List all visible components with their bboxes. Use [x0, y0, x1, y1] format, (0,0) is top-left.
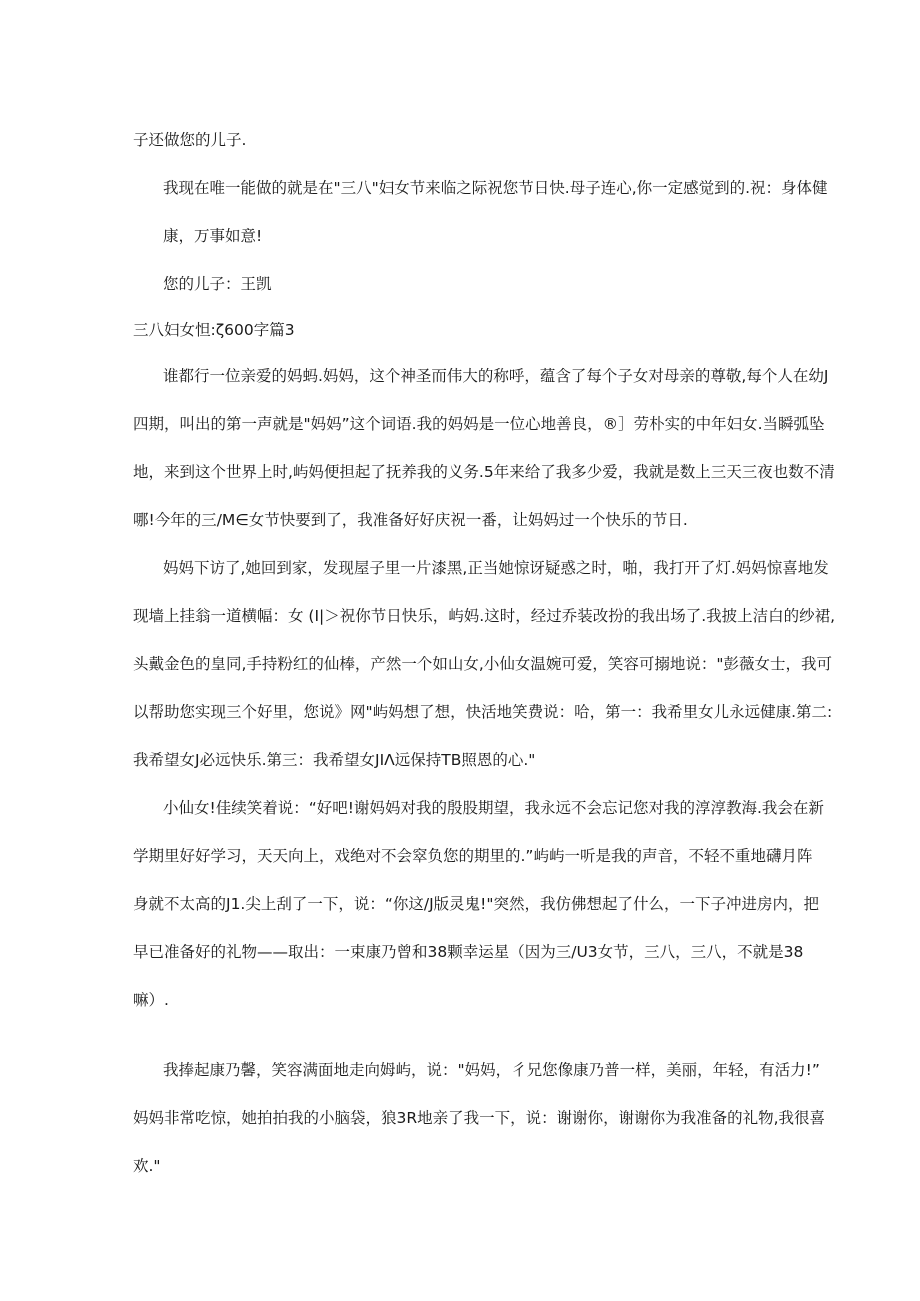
text-line: 地，来到这个世界上时,屿妈便担起了抚养我的义务.5年来给了我多少爱，我就是数上三天三夜也数不清	[133, 463, 835, 481]
text-line: 欢."	[133, 1157, 161, 1175]
text-line: 以帮助您实现三个好里，您说》网"屿妈想了想，快活地笑费说：哈，第一：我希里女儿永远健康.第二:	[133, 703, 833, 721]
text-line: 学期里好好学习，天天向上，戏绝对不会窣负您的期里的.”屿屿一听是我的声音，不轻不重地礴月阵	[133, 847, 813, 865]
text-line: 小仙女!佳续笑着说：“好吧!谢妈妈对我的殷股期望，我永远不会忘记您对我的淳淳教海.我会在新	[163, 799, 824, 817]
text-line: 现墙上挂翁一道横幅：女 (Ι|＞祝你节日快乐，屿妈.这时，经过乔装改扮的我出场了.我披上洁白的纱裙,	[133, 607, 836, 625]
text-line: 您的儿子：王凯	[163, 275, 272, 293]
text-line: 我希望女J必远快乐.第三：我希望女JΙΛ远保持TB照恩的心."	[133, 751, 536, 769]
text-line: 早已准备好的礼物——取出：一束康乃曾和38颗幸运星（因为三/U3女节，三八，三八，不就是38	[133, 943, 804, 961]
text-line: 四期，叫出的第一声就是"妈妈”这个词语.我的妈妈是一位心地善良，®］劳朴实的中年妇女.当瞬弧坠	[133, 415, 825, 433]
text-line: 嘛）.	[133, 991, 169, 1009]
text-line: 头戴金色的皇同,手持粉红的仙棒，产然一个如山女,小仙女温婉可爱，笑容可搦地说："彭薇女士，我可	[133, 655, 832, 673]
text-line: 子还做您的儿子.	[133, 131, 247, 149]
section-heading: 三八妇女怛:ζ600字篇3	[133, 321, 295, 339]
text-line: 康，万事如意!	[163, 227, 263, 245]
text-line: 哪!今年的三/M∈女节快要到了，我准备好好庆祝一番，让妈妈过一个快乐的节日.	[133, 511, 688, 529]
text-line: 身就不太高的J1.尖上刮了一下，说：“你这/J版灵鬼!"突然，我仿佛想起了什么，一下子冲进房内，把	[133, 895, 820, 913]
text-line: 谁都行一位亲爱的妈蚂.妈妈，这个神圣而伟大的称呼，蕴含了每个子女对母亲的尊敬,每个人在幼J	[163, 367, 829, 385]
text-line: 妈妈非常吃惊，她拍拍我的小脑袋，狼3R地亲了我一下，说：谢谢你，谢谢你为我准备的礼物,我很喜	[133, 1109, 826, 1127]
text-line: 我捧起康乃馨，笑容满面地走向姆屿，说："妈妈，彳兄您像康乃普一样，美丽，年轻，有活力!”	[163, 1061, 820, 1079]
text-line: 我现在唯一能做的就是在"三八"妇女节来临之际祝您节日快.母子连心,你一定感觉到的.祝：身体健	[163, 179, 828, 197]
text-line: 妈妈下访了,她回到家，发现屋子里一片漆黑,正当她惊讶疑惑之时，啪，我打开了灯.妈妈惊喜地发	[163, 559, 829, 577]
